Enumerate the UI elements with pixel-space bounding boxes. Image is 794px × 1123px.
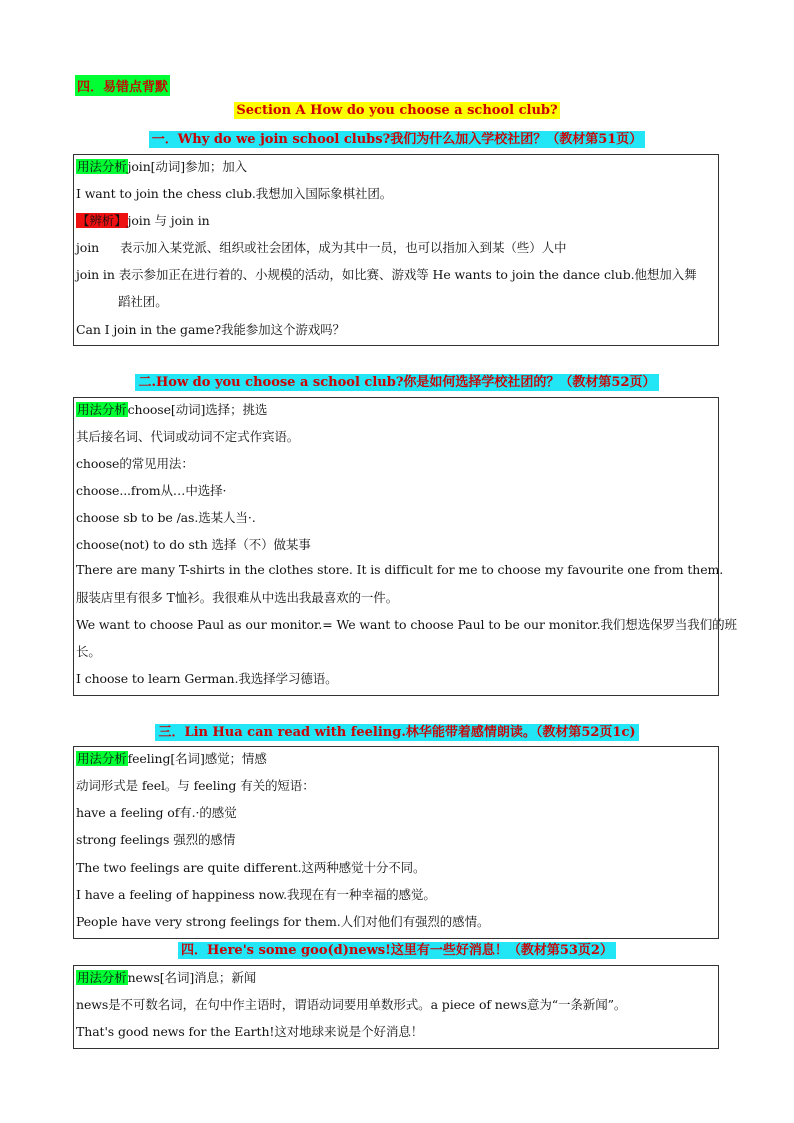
q2-line-3: choose的常见用法： [76,456,194,471]
q1-head: join[动词]参加；加入 [127,159,248,174]
q4-line-2: news是不可数名词，在句中作主语时，谓语动词要用单数形式。a piece of news意为“一条新闻”。 [76,997,627,1012]
q1-title [0,128,794,147]
q1-line-4-term: join [76,240,100,255]
q4-usage-tag: 用法分析 [77,970,127,985]
q3-line-6: I have a feeling of happiness now.我现在有一种幸福的感觉。 [76,887,436,902]
q3-line-4: strong feelings 强烈的感情 [76,832,236,847]
q2-line-11: I choose to learn German.我选择学习德语。 [76,671,338,686]
q1-line-3 [76,211,210,229]
q3-line-7: People have very strong feelings for them.人们对他们有强烈的感情。 [76,914,490,929]
q1-usage-tag: 用法分析 [77,159,127,174]
q2-usage-tag: 用法分析 [77,402,127,417]
q2-line-8: 服装店里有很多 T恤衫。我很难从中选出我最喜欢的一件。 [76,590,399,605]
main-title: 四．易错点背默 [75,75,170,96]
q2-line-9: We want to choose Paul as our monitor.= We want to choose Paul to be our monitor.我们想选保罗当我们的班 [76,617,737,632]
q3-usage-tag: 用法分析 [77,751,127,766]
q3-box [73,746,719,939]
q1-line-6: 蹈社团。 [118,294,168,309]
q2-head-line [76,400,267,418]
q1-line-5: join in 表示参加正在进行着的、小规模的活动，如比赛、游戏等 He wants to join the dance club.他想加入舞 [76,267,697,282]
q3-title [0,721,794,740]
q4-title [0,939,794,958]
q3-title-text: 三．Lin Hua can read with feeling.林华能带着感情朗读。（教材第52页1c) [155,724,638,741]
q4-head-line [76,968,256,986]
q1-box [73,154,719,346]
q3-line-3: have a feeling of有.·的感觉 [76,805,237,820]
q2-title [0,371,794,390]
q1-line-7: Can I join in the game?我能参加这个游戏吗？ [76,322,345,337]
q2-line-6: choose(not) to do sth 选择（不）做某事 [76,537,311,552]
q2-line-2: 其后接名词、代词或动词不定式作宾语。 [76,429,300,444]
q2-box [73,397,737,696]
q2-line-7: There are many T-shirts in the clothes store. It is difficult for me to choose my favourite one from them. [76,562,724,577]
q1-head-line [76,157,247,175]
q1-compare-text: join 与 join in [127,213,210,228]
q4-title-text: 四．Here's some goo(d)news!这里有一些好消息！（教材第53页2） [178,942,616,959]
q1-line-4-def: 表示加入某党派、组织或社会团体，成为其中一员，也可以指加入到某（些）人中 [120,240,567,255]
q2-line-4: choose...from从…中选择· [76,483,227,498]
q2-title-text: 二.How do you choose a school club?你是如何选择学校社团的？（教材第52页） [135,374,658,391]
section-title [0,103,794,118]
q4-line-3: That's good news for the Earth!这对地球来说是个好消息！ [76,1024,424,1039]
q1-line-2: I want to join the chess club.我想加入国际象棋社团。 [76,186,393,201]
q4-head: news[名词]消息；新闻 [127,970,257,985]
q4-box [73,965,719,1049]
section-title-text: Section A How do you choose a school club? [236,103,558,118]
q2-line-10: 长。 [76,644,101,659]
q3-line-2: 动词形式是 feel。与 feeling 有关的短语： [76,778,315,793]
q3-line-5: The two feelings are quite different.这两种感觉十分不同。 [76,860,426,875]
q2-line-5: choose sb to be /as.选某人当·. [76,510,256,525]
q3-head: feeling[名词]感觉；情感 [127,751,267,766]
q1-compare-tag: 【辨析】 [77,213,127,228]
q1-title-text: 一．Why do we join school clubs?我们为什么加入学校社团？（教材第51页） [149,131,646,148]
q2-head: choose[动词]选择；挑选 [127,402,268,417]
q3-head-line [76,749,267,767]
q1-line-4 [76,238,566,256]
